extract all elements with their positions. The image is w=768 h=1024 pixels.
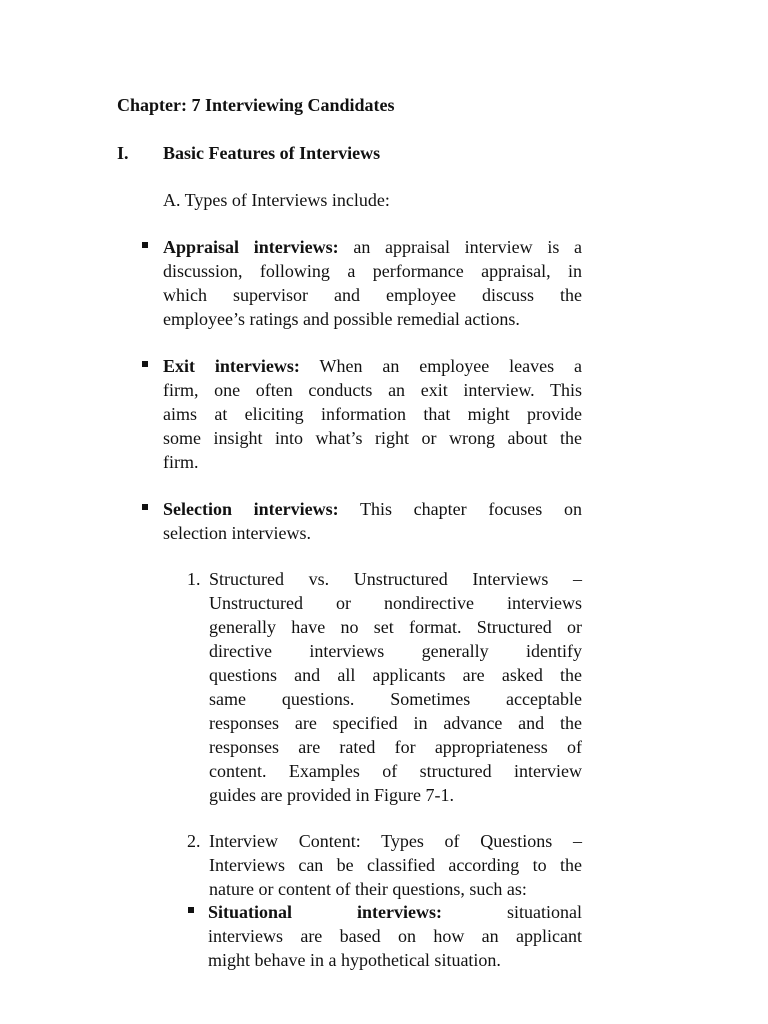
bullet-term-2: interviews: (357, 902, 443, 922)
bullet-text: aims at eliciting information that might provide (163, 404, 582, 424)
bullet-exit (163, 354, 582, 474)
bullet-marker (142, 242, 148, 248)
bullet-selection (163, 497, 582, 545)
list-text: questions and all applicants are asked the (209, 665, 582, 685)
bullet-text: an appraisal interview is a (338, 237, 582, 257)
bullet-text: which supervisor and employee discuss the (163, 285, 582, 305)
bullet-marker (142, 504, 148, 510)
numbered-item-1 (209, 567, 582, 807)
bullet-appraisal (163, 235, 582, 331)
list-text: Structured vs. Unstructured Interviews – (209, 569, 582, 589)
list-text: responses are specified in advance and the (209, 713, 582, 733)
bullet-marker (142, 361, 148, 367)
list-text: directive interviews generally identify (209, 641, 582, 661)
bullet-text: firm. (163, 452, 199, 472)
bullet-text: selection interviews. (163, 523, 311, 543)
bullet-term: Situational (208, 902, 293, 922)
list-text: Unstructured or nondirective interviews (209, 593, 582, 613)
subsection-a: A. Types of Interviews include: (163, 190, 390, 210)
bullet-term: Appraisal interviews: (163, 237, 339, 257)
list-text: generally have no set format. Structured or (209, 617, 582, 637)
bullet-term: Selection interviews: (163, 499, 339, 519)
section-numeral: I. (117, 143, 129, 163)
section-heading: Basic Features of Interviews (163, 143, 381, 163)
bullet-text: interviews are based on how an applicant (208, 926, 582, 946)
list-text: Interview Content: Types of Questions – (209, 831, 582, 851)
bullet-text: This chapter focuses on (338, 499, 582, 519)
list-number: 1. (187, 569, 201, 589)
list-text: guides are provided in Figure 7-1. (209, 785, 454, 805)
bullet-term: Exit interviews: (163, 356, 300, 376)
list-text: nature or content of their questions, such as: (209, 879, 527, 899)
bullet-text: When an employee leaves a (299, 356, 582, 376)
bullet-text: firm, one often conducts an exit interview. This (163, 380, 582, 400)
numbered-item-2 (209, 829, 582, 901)
bullet-marker (188, 907, 194, 913)
list-text: Interviews can be classified according to the (209, 855, 582, 875)
list-text: responses are rated for appropriateness of (209, 737, 582, 757)
chapter-title: Chapter: 7 Interviewing Candidates (117, 95, 395, 115)
list-text: content. Examples of structured interview (209, 761, 582, 781)
bullet-text: situational (507, 902, 583, 922)
bullet-text: might behave in a hypothetical situation. (208, 950, 501, 970)
bullet-text: some insight into what’s right or wrong about the (163, 428, 582, 448)
bullet-text: discussion, following a performance appraisal, in (163, 261, 582, 281)
bullet-text: employee’s ratings and possible remedial actions. (163, 309, 520, 329)
bullet-situational (208, 900, 582, 972)
list-number: 2. (187, 831, 201, 851)
list-text: same questions. Sometimes acceptable (209, 689, 582, 709)
